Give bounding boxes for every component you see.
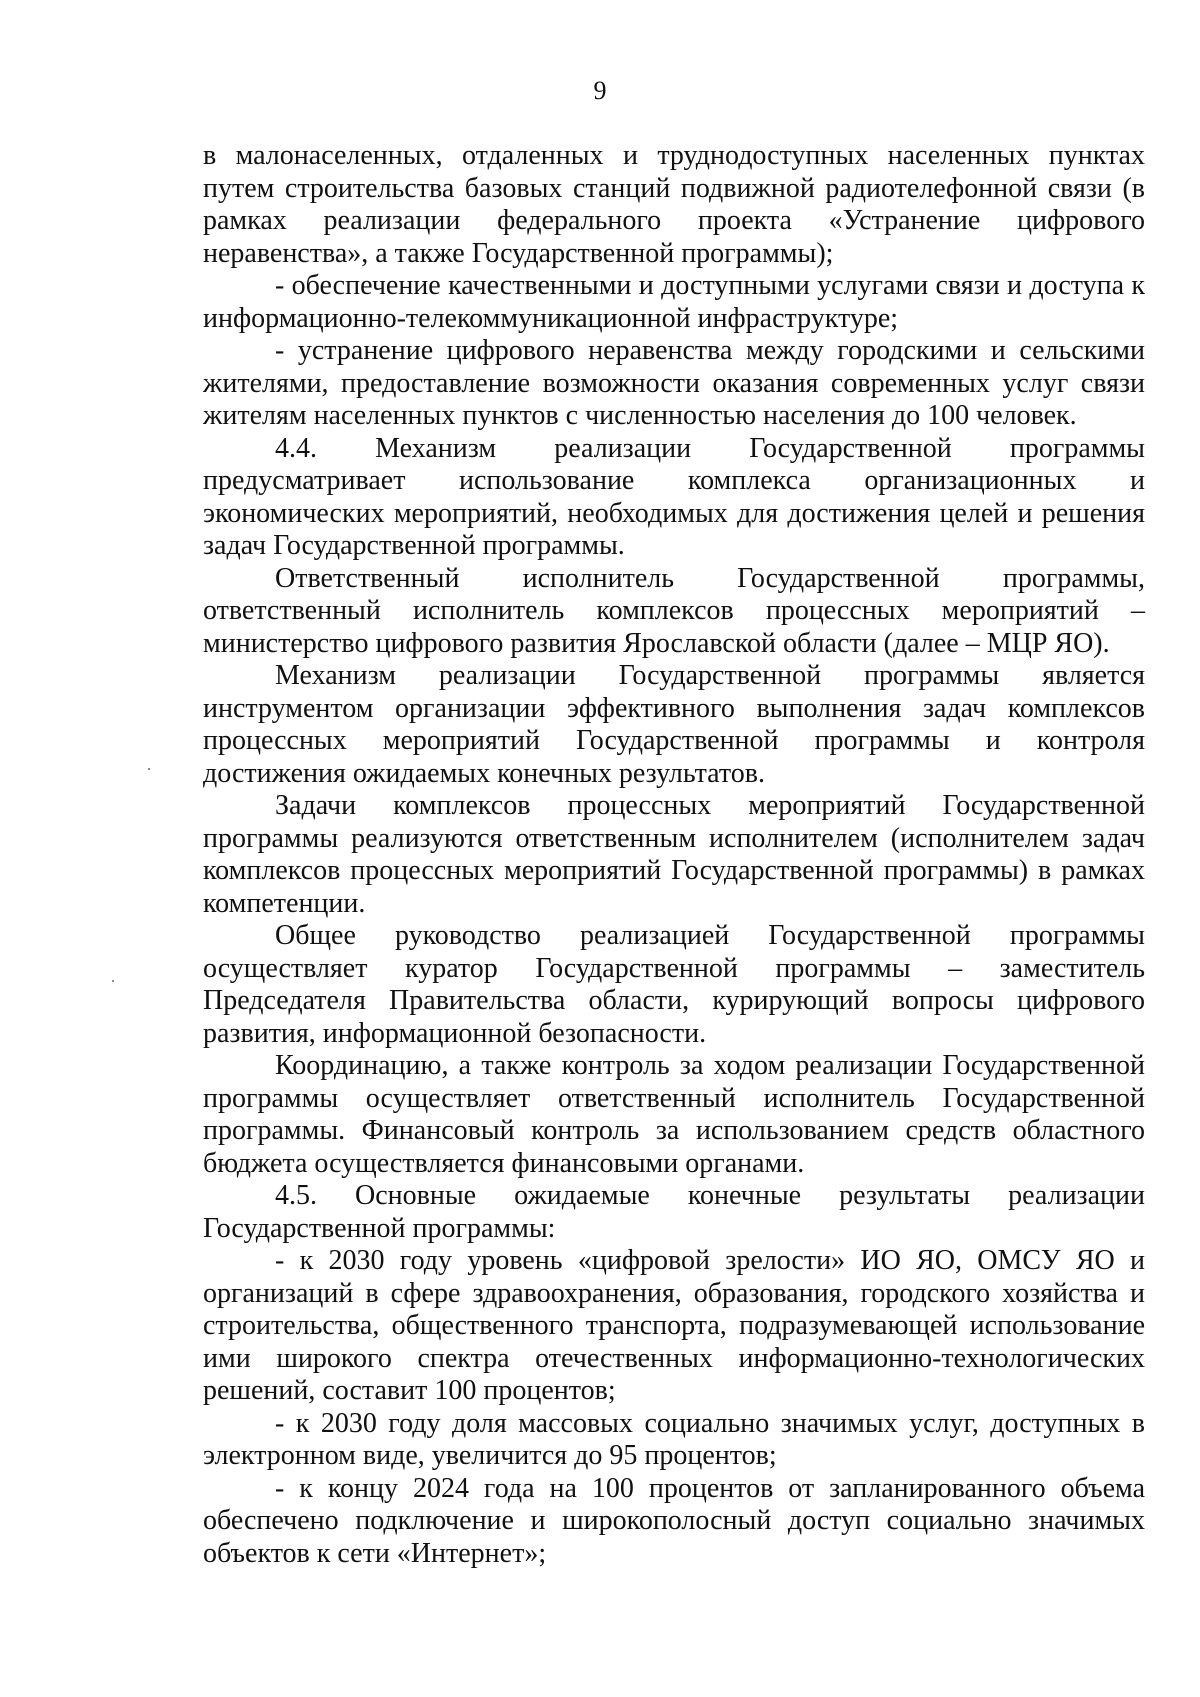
coordination-paragraph: Координацию, а также контроль за ходом реализации Государственной программы осуществляет ответственный исполнитель Государственной программы. Финансовый контроль за использованием средств областного бюджета осуществляется финансовыми органами. — [203, 1050, 1145, 1179]
paragraph-continuation: в малонаселенных, отдаленных и труднодоступных населенных пунктах путем строительства базовых станций подвижной радиотелефонной связи (в рамках реализации федерального проекта «Устранение цифрового неравенства», а также Государственной программы); — [203, 140, 1145, 269]
page-number: 9 — [593, 76, 607, 105]
list-item-communication-services: - обеспечение качественными и доступными услугами связи и доступа к информационно-телекоммуникационной инфраструктуре; — [203, 270, 1145, 334]
responsible-executor-paragraph: Ответственный исполнитель Государственной программы, ответственный исполнитель комплексов процессных мероприятий – министерство цифрового развития Ярославской области (далее – МЦР ЯО). — [203, 562, 1145, 659]
section-4-4-paragraph: 4.4. Механизм реализации Государственной программы предусматривает использование комплекса организационных и экономических мероприятий, необходимых для достижения целей и решения задач Государственной программы. — [203, 432, 1145, 561]
document-body — [203, 140, 1145, 1570]
list-item-digital-inequality: - устранение цифрового неравенства между городскими и сельскими жителями, предоставление возможности оказания современных услуг связи жителям населенных пунктов с численностью населения до 100 человек. — [203, 335, 1145, 431]
list-item-digital-maturity: - к 2030 году уровень «цифровой зрелости» ИО ЯО, ОМСУ ЯО и организаций в сфере здравоохранения, образования, городского хозяйства и строительства, общественного транспорта, подразумевающей использование ими широкого спектра отечественных информационно-технологических решений, составит 100 процентов; — [203, 1245, 1145, 1406]
list-item-internet-access: - к концу 2024 года на 100 процентов от запланированного объема обеспечено подключение и широкополосный доступ социально значимых объектов к сети «Интернет»; — [203, 1472, 1145, 1569]
list-item-electronic-services: - к 2030 году доля массовых социально значимых услуг, доступных в электронном виде, увеличится до 95 процентов; — [203, 1407, 1145, 1471]
scan-speck — [112, 980, 114, 982]
mechanism-paragraph: Механизм реализации Государственной программы является инструментом организации эффективного выполнения задач комплексов процессных мероприятий Государственной программы и контроля достижения ожидаемых конечных результатов. — [203, 660, 1145, 789]
general-management-paragraph: Общее руководство реализацией Государственной программы осуществляет куратор Государственной программы – заместитель Председателя Правительства области, курирующий вопросы цифрового развития, информационной безопасности. — [203, 920, 1145, 1049]
section-4-5-paragraph: 4.5. Основные ожидаемые конечные результаты реализации Государственной программы: — [203, 1180, 1145, 1244]
tasks-paragraph: Задачи комплексов процессных мероприятий Государственной программы реализуются ответственным исполнителем (исполнителем задач комплексов процессных мероприятий Государственной программы) в рамках компетенции. — [203, 790, 1145, 919]
scan-speck — [148, 768, 150, 770]
